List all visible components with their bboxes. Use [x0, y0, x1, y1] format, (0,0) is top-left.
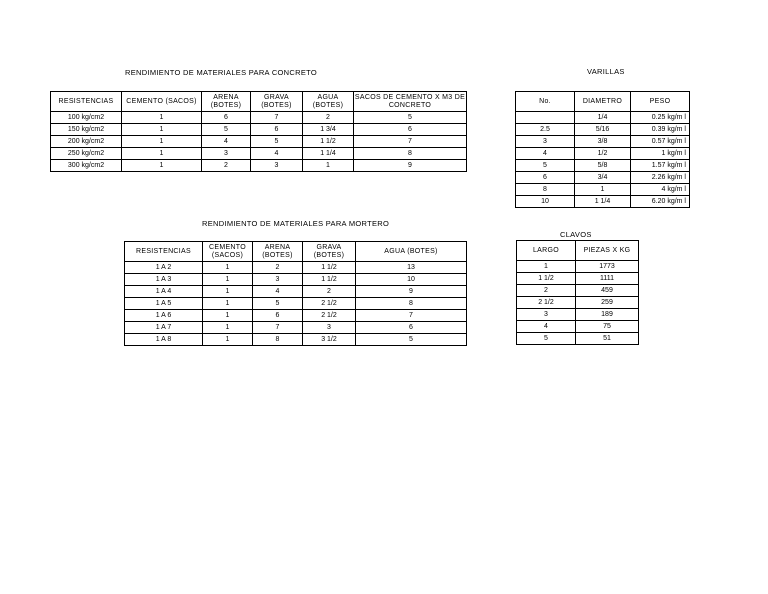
- table-cell: 1: [203, 262, 253, 274]
- table-cell: 1: [303, 160, 354, 172]
- table-cell: 3/4: [575, 172, 631, 184]
- table-cell: 51: [576, 333, 639, 345]
- table-cell: 3: [251, 160, 303, 172]
- table-cell: 4: [251, 148, 303, 160]
- table-cell: 1: [203, 274, 253, 286]
- table-cell: 6: [251, 124, 303, 136]
- header-arena: ARENA (BOTES): [253, 242, 303, 262]
- table-row: [516, 184, 690, 196]
- table-cell: 0.39 kg/m l: [631, 124, 690, 136]
- header-peso: PESO: [631, 92, 690, 112]
- table-cell: 1 3/4: [303, 124, 354, 136]
- table-cell: 7: [251, 112, 303, 124]
- table-cell: 300 kg/cm2: [51, 160, 122, 172]
- table-row: [51, 124, 467, 136]
- table-cell: 5/16: [575, 124, 631, 136]
- table-cell: 1 1/2: [303, 274, 356, 286]
- table-row: [125, 322, 467, 334]
- table-cell: 1 1/2: [303, 136, 354, 148]
- table-row: [516, 172, 690, 184]
- header-piezas-x-kg: PIEZAS X KG: [576, 241, 639, 261]
- table-cell: 10: [356, 274, 467, 286]
- table-cell: 6.20 kg/m l: [631, 196, 690, 208]
- table-cell: 2: [253, 262, 303, 274]
- table-cell: 1: [203, 286, 253, 298]
- table-row: [516, 124, 690, 136]
- table-cell: 150 kg/cm2: [51, 124, 122, 136]
- table-row: [516, 112, 690, 124]
- table-cell: [516, 112, 575, 124]
- header-cemento: CEMENTO (SACOS): [122, 92, 202, 112]
- table-row: [51, 160, 467, 172]
- table-cell: 2.5: [516, 124, 575, 136]
- table-cell: 1 1/4: [575, 196, 631, 208]
- header-sacos-m3: SACOS DE CEMENTO X M3 DE CONCRETO: [354, 92, 467, 112]
- table-cell: 1.57 kg/m l: [631, 160, 690, 172]
- table-cell: 1: [575, 184, 631, 196]
- table-cell: 5: [202, 124, 251, 136]
- header-agua: AGUA (BOTES): [356, 242, 467, 262]
- table-cell: 2: [303, 112, 354, 124]
- table-cell: 1: [122, 136, 202, 148]
- table-cell: 259: [576, 297, 639, 309]
- table-cell: 4: [253, 286, 303, 298]
- concreto-title: RENDIMIENTO DE MATERIALES PARA CONCRETO: [125, 68, 318, 77]
- table-cell: 1: [203, 322, 253, 334]
- table-row: [125, 310, 467, 322]
- table-cell: 8: [253, 334, 303, 346]
- table-cell: 250 kg/cm2: [51, 148, 122, 160]
- table-cell: 1 A 3: [125, 274, 203, 286]
- table-cell: 2 1/2: [303, 298, 356, 310]
- table-cell: 9: [356, 286, 467, 298]
- table-cell: 1: [122, 160, 202, 172]
- table-cell: 6: [354, 124, 467, 136]
- table-cell: 1111: [576, 273, 639, 285]
- header-largo: LARGO: [517, 241, 576, 261]
- table-row: [125, 262, 467, 274]
- table-cell: 1 A 5: [125, 298, 203, 310]
- table-row: [516, 160, 690, 172]
- table-cell: 4 kg/m l: [631, 184, 690, 196]
- table-cell: 4: [517, 321, 576, 333]
- clavos-title: CLAVOS: [560, 230, 592, 239]
- table-cell: 1: [203, 334, 253, 346]
- table-row: [517, 273, 639, 285]
- table-cell: 1: [517, 261, 576, 273]
- varillas-table: [515, 91, 690, 208]
- table-cell: 8: [356, 298, 467, 310]
- table-cell: 8: [354, 148, 467, 160]
- mortero-title: RENDIMIENTO DE MATERIALES PARA MORTERO: [202, 219, 390, 228]
- table-cell: 5: [253, 298, 303, 310]
- table-cell: 5: [354, 112, 467, 124]
- table-cell: 1 A 8: [125, 334, 203, 346]
- table-cell: 1 1/4: [303, 148, 354, 160]
- table-cell: 1: [203, 298, 253, 310]
- header-diametro: DIAMETRO: [575, 92, 631, 112]
- table-cell: 200 kg/cm2: [51, 136, 122, 148]
- table-cell: 2 1/2: [517, 297, 576, 309]
- table-row: [517, 261, 639, 273]
- header-agua: AGUA (BOTES): [303, 92, 354, 112]
- header-grava: GRAVA (BOTES): [303, 242, 356, 262]
- table-row: [517, 297, 639, 309]
- table-cell: 3: [303, 322, 356, 334]
- table-row: [125, 334, 467, 346]
- concreto-table: [50, 91, 467, 172]
- table-cell: 1 A 7: [125, 322, 203, 334]
- table-cell: 1773: [576, 261, 639, 273]
- table-row: [516, 136, 690, 148]
- table-row: [516, 196, 690, 208]
- table-row: [125, 298, 467, 310]
- header-cemento: CEMENTO (SACOS): [203, 242, 253, 262]
- table-cell: 189: [576, 309, 639, 321]
- table-cell: 3: [516, 136, 575, 148]
- mortero-table: [124, 241, 467, 346]
- table-cell: 7: [356, 310, 467, 322]
- table-cell: 1: [122, 148, 202, 160]
- table-cell: 3: [202, 148, 251, 160]
- table-row: [516, 148, 690, 160]
- table-cell: 6: [356, 322, 467, 334]
- table-cell: 8: [516, 184, 575, 196]
- table-cell: 5: [251, 136, 303, 148]
- table-row: [517, 321, 639, 333]
- table-row: [51, 112, 467, 124]
- header-resistencias: RESISTENCIAS: [51, 92, 122, 112]
- header-arena: ARENA (BOTES): [202, 92, 251, 112]
- table-cell: 7: [253, 322, 303, 334]
- table-cell: 0.57 kg/m l: [631, 136, 690, 148]
- table-cell: 3/8: [575, 136, 631, 148]
- table-cell: 1: [122, 112, 202, 124]
- clavos-table: [516, 240, 639, 345]
- table-cell: 2: [303, 286, 356, 298]
- table-row: [51, 148, 467, 160]
- table-cell: 3: [517, 309, 576, 321]
- table-cell: 7: [354, 136, 467, 148]
- table-cell: 2.26 kg/m l: [631, 172, 690, 184]
- table-row: [517, 333, 639, 345]
- header-grava: GRAVA (BOTES): [251, 92, 303, 112]
- table-cell: 5/8: [575, 160, 631, 172]
- table-cell: 1 A 2: [125, 262, 203, 274]
- table-cell: 4: [202, 136, 251, 148]
- table-row: [125, 286, 467, 298]
- table-cell: 1 1/2: [303, 262, 356, 274]
- table-cell: 3 1/2: [303, 334, 356, 346]
- table-cell: 10: [516, 196, 575, 208]
- table-cell: 1 kg/m l: [631, 148, 690, 160]
- table-cell: 13: [356, 262, 467, 274]
- table-cell: 5: [516, 160, 575, 172]
- table-cell: 1 A 6: [125, 310, 203, 322]
- varillas-title: VARILLAS: [587, 67, 625, 76]
- table-cell: 0.25 kg/m l: [631, 112, 690, 124]
- table-cell: 2: [517, 285, 576, 297]
- table-cell: 3: [253, 274, 303, 286]
- table-cell: 1/2: [575, 148, 631, 160]
- table-row: [125, 274, 467, 286]
- table-cell: 5: [517, 333, 576, 345]
- table-cell: 459: [576, 285, 639, 297]
- table-cell: 2: [202, 160, 251, 172]
- table-cell: 2 1/2: [303, 310, 356, 322]
- table-row: [517, 285, 639, 297]
- table-cell: 4: [516, 148, 575, 160]
- table-cell: 6: [202, 112, 251, 124]
- table-cell: 1 A 4: [125, 286, 203, 298]
- table-cell: 5: [356, 334, 467, 346]
- table-cell: 1/4: [575, 112, 631, 124]
- table-cell: 75: [576, 321, 639, 333]
- header-no: No.: [516, 92, 575, 112]
- table-row: [517, 309, 639, 321]
- header-resistencias: RESISTENCIAS: [125, 242, 203, 262]
- table-cell: 1: [122, 124, 202, 136]
- table-cell: 100 kg/cm2: [51, 112, 122, 124]
- table-cell: 6: [516, 172, 575, 184]
- table-row: [51, 136, 467, 148]
- table-cell: 1 1/2: [517, 273, 576, 285]
- table-cell: 9: [354, 160, 467, 172]
- table-cell: 6: [253, 310, 303, 322]
- table-cell: 1: [203, 310, 253, 322]
